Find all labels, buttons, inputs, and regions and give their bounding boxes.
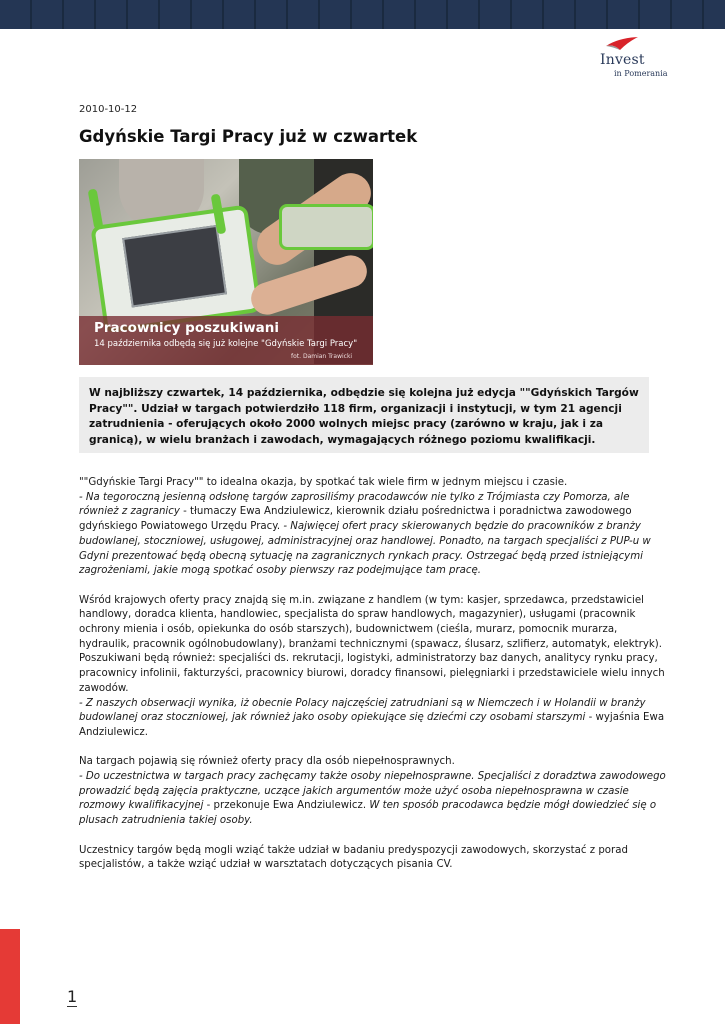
article-title: Gdyńskie Targi Pracy już w czwartek: [79, 127, 418, 146]
article-date: 2010-10-12: [79, 104, 138, 115]
paragraph-text: - wyjaśnia Ewa Andziulewicz.: [79, 712, 665, 738]
photo-caption-subtitle: 14 października odbędą się już kolejne "Gdyńskie Targi Pracy": [94, 339, 358, 349]
article-body: [79, 476, 669, 888]
footer-accent-bar: [0, 929, 20, 1024]
paragraph-text: - przekonuje Ewa Andziulewicz.: [203, 800, 370, 812]
lead-box: [79, 377, 649, 453]
quote-text: W ten sposób pracodawca będzie mógł dowiedzieć się o plusach zatrudnienia takiej osoby.: [79, 800, 657, 827]
paragraph: [79, 594, 669, 741]
quote-text: - Na tegoroczną jesienną odsłonę targów zaprosiliśmy pracodawców nie tylko z Trójmiasta czy Pomorza, ale również z zagranicy: [79, 491, 630, 518]
header-bar: [0, 0, 725, 29]
paragraph-text: Uczestnicy targów będą mogli wziąć także udział w badaniu predyspozycji zawodowych, skorzystać z porad specjalistów, a także wziąć udział w warsztatach dotyczących pisania CV.: [79, 844, 628, 871]
page-number: 1: [67, 987, 78, 1006]
logo-brand: Invest: [600, 52, 645, 68]
paragraph-text: ""Gdyńskie Targi Pracy"" to idealna okazja, by spotkać tak wiele firm w jednym miejscu i czasie.: [79, 477, 568, 488]
paragraph-text: Na targach pojawią się również oferty pracy dla osób niepełnosprawnych.: [79, 756, 455, 768]
photo-caption-title: Pracownicy poszukiwani: [94, 320, 280, 336]
logo-flag-icon: [604, 36, 640, 52]
paragraph: [79, 755, 669, 829]
photo-credit: fot. Damian Trawicki: [291, 353, 353, 360]
lead-text: W najbliższy czwartek, 14 października, odbędzie się kolejna już edycja ""Gdyńskich Targów Pracy"". Udział w targach potwierdziło 118 firm, organizacji i instytucji, w tym 21 agencji zatrudnienia - oferujących około 2000 wolnych miejsc pracy (zarówno w kraju, jak i za granicą), w wielu branżach i zawodach, wymagających różnego poziomu kwalifikacji.: [89, 387, 639, 446]
logo-subtitle: in Pomerania: [614, 69, 668, 78]
paragraph-text: - tłumaczy Ewa Andziulewicz, kierownik działu pośrednictwa i poradnictwa zawodowego gdyńskiego Powiatowego Urzędu Pracy.: [79, 506, 632, 533]
paragraph-text: Wśród krajowych oferty pracy znajdą się m.in. związane z handlem (w tym: kasjer, sprzedawca, przedstawiciel handlowy, doradca klienta, handlowiec, specjalista do spraw handlowych, magazynier), usługami (pracownik ochrony mienia i osób, opiekunka do osób starszych), budownictwem (cieśla, murarz, pomocnik murarza, hydraulik, pracownik ogólnobudowlany), branżami technicznymi (spawacz, ślusarz, szlifierz, automatyk, elektryk). Poszukiwani będą również: specjaliści ds. rekrutacji, logistyki, administratorzy baz danych, analitycy rynku pracy, pracownicy infolinii, fakturzyści, pracownicy biurowi, doradcy finansowi, pielęgniarki i przedstawiciele wielu innych zawodów.: [79, 594, 665, 694]
quote-text: - Do uczestnictwa w targach pracy zachęcamy także osoby niepełnosprawne. Specjaliści z doradztwa zawodowego prowadzić będą zajęcia praktyczne, uczące jakich argumentów może użyć osoba niepełnosprawna w czasie rozmowy kwalifikacyjnej: [79, 771, 666, 812]
quote-text: - Najwięcej ofert pracy skierowanych będzie do pracowników z branży budowlanej, stoczniowej, usługowej, administracyjnej oraz handlowej. Ponadto, na targach specjaliści z PUP-u w Gdyni prezentować będą obecną sytuację na zagranicznych rynkach pracy. Ostrzegać będą przed istniejącymi zagrożeniami, jakie mogą spotkać osoby pierwszy raz podejmujące tam pracę.: [79, 521, 651, 577]
invest-in-pomerania-logo: [596, 36, 668, 80]
paragraph: [79, 476, 669, 579]
quote-text: - Z naszych obserwacji wynika, iż obecnie Polacy najczęściej zatrudniani są w Niemczech i w Holandii w branży budowlanej oraz stoczniowej, jak również jako osoby opiekujące się dziećmi czy osobami starszymi: [79, 697, 646, 724]
paragraph: [79, 844, 669, 873]
article-photo: [79, 159, 373, 365]
